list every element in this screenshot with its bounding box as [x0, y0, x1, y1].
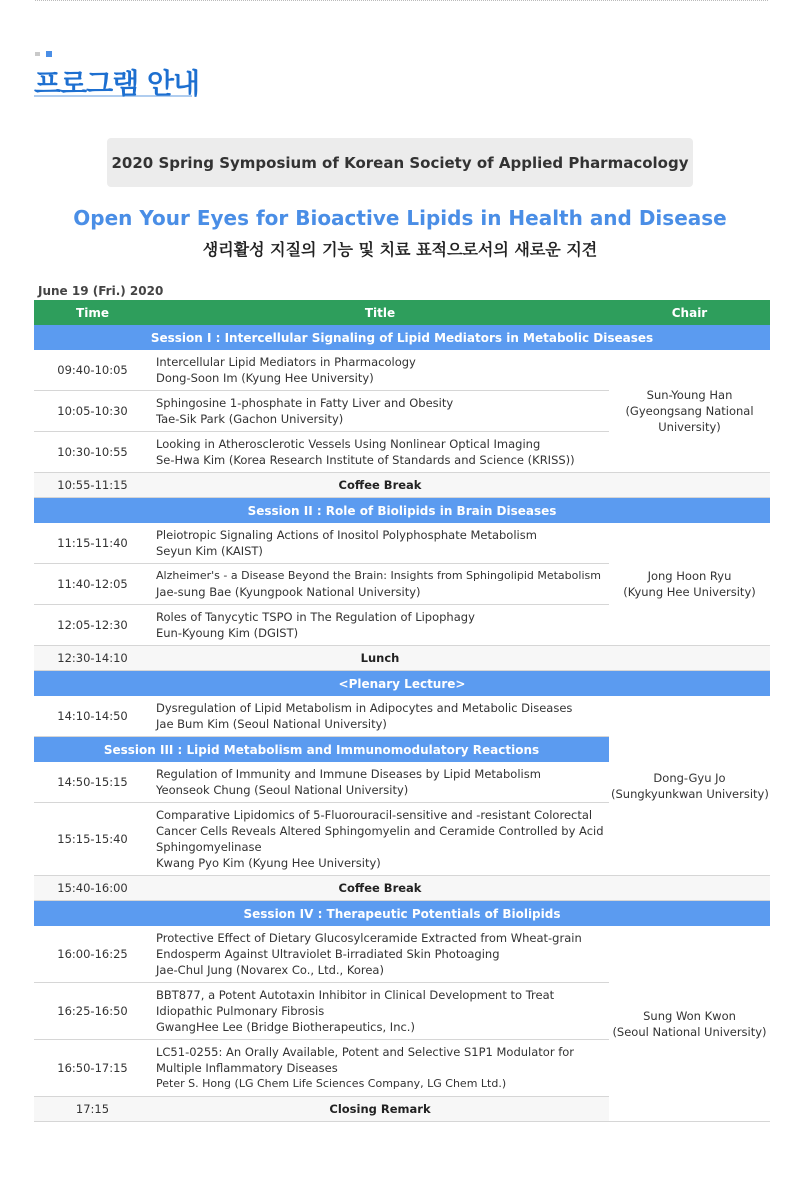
talk-title: Roles of Tanycytic TSPO in The Regulation of Lipophagy	[156, 610, 475, 624]
talk-info	[151, 1040, 609, 1097]
column-header-chair: Chair	[609, 300, 770, 325]
break-time: 15:40-16:00	[34, 876, 151, 901]
talk-speaker: Kwang Pyo Kim (Kyung Hee University)	[156, 856, 381, 870]
talk-speaker: Eun-Kyoung Kim (DGIST)	[156, 626, 299, 640]
column-header-time: Time	[34, 300, 151, 325]
symposium-banner	[107, 138, 693, 187]
break-empty-cell	[609, 473, 770, 498]
talk-title: Pleiotropic Signaling Actions of Inositol Polyphosphate Metabolism	[156, 528, 537, 542]
talk-time: 09:40-10:05	[34, 350, 151, 391]
break-empty-cell	[609, 646, 770, 671]
plenary-title: <Plenary Lecture>	[34, 671, 770, 697]
chair-name: Jong Hoon Ryu	[647, 569, 732, 583]
talk-time: 14:50-15:15	[34, 762, 151, 803]
talk-speaker: Jae-sung Bae (Kyungpook National University)	[156, 585, 421, 599]
session-chair	[609, 696, 770, 876]
session-chair	[609, 523, 770, 646]
chair-affiliation: University)	[658, 420, 721, 434]
break-label: Coffee Break	[151, 473, 609, 498]
lunch-time: 12:30-14:10	[34, 646, 151, 671]
talk-info	[151, 432, 609, 473]
chair-affiliation: (Seoul National University)	[612, 1024, 767, 1039]
talk-time: 10:30-10:55	[34, 432, 151, 473]
session-chair	[609, 926, 770, 1122]
talk-title: Intercellular Lipid Mediators in Pharmacology	[156, 355, 416, 369]
talk-time: 12:05-12:30	[34, 605, 151, 646]
talk-info	[151, 696, 609, 737]
talk-title: Alzheimer's - a Disease Beyond the Brain: Insights from Sphingolipid Metabolism	[156, 569, 601, 582]
chair-affiliation: (Sungkyunkwan University)	[611, 786, 769, 801]
talk-speaker: Se-Hwa Kim (Korea Research Institute of Standards and Science (KRISS))	[156, 453, 575, 467]
talk-title: Regulation of Immunity and Immune Diseases by Lipid Metabolism	[156, 767, 541, 781]
session-chair	[609, 350, 770, 473]
schedule-table	[34, 300, 770, 1122]
theme-korean: 생리활성 지질의 기능 및 치료 표적으로서의 새로운 지견	[202, 240, 598, 259]
talk-time: 14:10-14:50	[34, 696, 151, 737]
talk-info	[151, 350, 609, 391]
chair-name: Dong-Gyu Jo	[653, 770, 726, 785]
closing-label: Closing Remark	[151, 1097, 609, 1122]
table-row	[34, 926, 770, 983]
chair-affiliation: (Kyung Hee University)	[623, 585, 756, 599]
talk-title: BBT877, a Potent Autotaxin Inhibitor in Clinical Development to Treat Idiopathic Pulmonary Fibrosis	[156, 988, 555, 1018]
talk-info	[151, 605, 609, 646]
top-dotted-rule	[35, 0, 768, 1]
talk-info	[151, 762, 609, 803]
closing-time: 17:15	[34, 1097, 151, 1122]
chair-name: Sung Won Kwon	[643, 1008, 736, 1023]
talk-info	[151, 983, 609, 1040]
talk-time: 15:15-15:40	[34, 803, 151, 876]
session-title: Session I : Intercellular Signaling of Lipid Mediators in Metabolic Diseases	[34, 325, 770, 350]
session-title: Session III : Lipid Metabolism and Immunomodulatory Reactions	[34, 737, 609, 763]
talk-time: 16:25-16:50	[34, 983, 151, 1040]
talk-speaker: Yeonseok Chung (Seoul National University)	[156, 783, 409, 797]
session-title: Session II : Role of Biolipids in Brain Diseases	[34, 498, 770, 524]
talk-speaker: GwangHee Lee (Bridge Biotherapeutics, Inc.)	[156, 1020, 415, 1034]
talk-time: 16:00-16:25	[34, 926, 151, 983]
talk-title: Looking in Atherosclerotic Vessels Using Nonlinear Optical Imaging	[156, 437, 541, 451]
talk-info	[151, 803, 609, 876]
table-row	[34, 350, 770, 391]
session-row	[34, 498, 770, 524]
column-header-title: Title	[151, 300, 609, 325]
title-underline	[34, 95, 192, 97]
lunch-label: Lunch	[151, 646, 609, 671]
chair-affiliation: (Gyeongsang National	[625, 404, 754, 418]
symposium-name: 2020 Spring Symposium of Korean Society of Applied Pharmacology	[111, 153, 689, 172]
talk-time: 11:15-11:40	[34, 523, 151, 564]
table-header-row	[34, 300, 770, 325]
talk-info	[151, 391, 609, 432]
session-row	[34, 325, 770, 350]
talk-title: Sphingosine 1-phosphate in Fatty Liver and Obesity	[156, 396, 454, 410]
talk-title: LC51-0255: An Orally Available, Potent and Selective S1P1 Modulator for Multiple Inflammatory Diseases	[156, 1045, 575, 1075]
talk-info	[151, 926, 609, 983]
break-empty-cell	[609, 876, 770, 901]
break-row	[34, 876, 770, 901]
talk-speaker: Jae-Chul Jung (Novarex Co., Ltd., Korea)	[156, 963, 384, 977]
talk-title: Dysregulation of Lipid Metabolism in Adipocytes and Metabolic Diseases	[156, 701, 573, 715]
title-decoration-square	[46, 51, 52, 57]
talk-info	[151, 523, 609, 564]
break-time: 10:55-11:15	[34, 473, 151, 498]
talk-speaker: Tae-Sik Park (Gachon University)	[156, 412, 344, 426]
title-decoration-dot	[35, 52, 40, 56]
talk-speaker: Dong-Soon Im (Kyung Hee University)	[156, 371, 374, 385]
talk-title: Protective Effect of Dietary Glucosylceramide Extracted from Wheat-grain Endosperm Against Ultraviolet B-irradiated Skin Photoaging	[156, 931, 582, 961]
break-row	[34, 646, 770, 671]
table-row	[34, 696, 770, 737]
program-date: June 19 (Fri.) 2020	[38, 284, 164, 298]
break-row	[34, 473, 770, 498]
session-title: Session IV : Therapeutic Potentials of Biolipids	[34, 901, 770, 927]
page-title: 프로그램 안내	[34, 67, 200, 100]
talk-time: 10:05-10:30	[34, 391, 151, 432]
talk-speaker: Jae Bum Kim (Seoul National University)	[156, 717, 387, 731]
talk-speaker: Seyun Kim (KAIST)	[156, 544, 263, 558]
session-row	[34, 671, 770, 697]
talk-title: Comparative Lipidomics of 5-Fluorouracil-sensitive and -resistant Colorectal Cancer Cells Reveals Altered Sphingomyelin and Ceramide Controlled by Acid Sphingomyelinase	[156, 808, 604, 854]
talk-speaker: Peter S. Hong (LG Chem Life Sciences Company, LG Chem Ltd.)	[156, 1077, 507, 1090]
session-row	[34, 901, 770, 927]
talk-time: 11:40-12:05	[34, 564, 151, 605]
theme-english: Open Your Eyes for Bioactive Lipids in Health and Disease	[73, 206, 727, 230]
chair-name: Sun-Young Han	[646, 388, 733, 402]
talk-time: 16:50-17:15	[34, 1040, 151, 1097]
table-row	[34, 523, 770, 564]
talk-info	[151, 564, 609, 605]
break-label: Coffee Break	[151, 876, 609, 901]
